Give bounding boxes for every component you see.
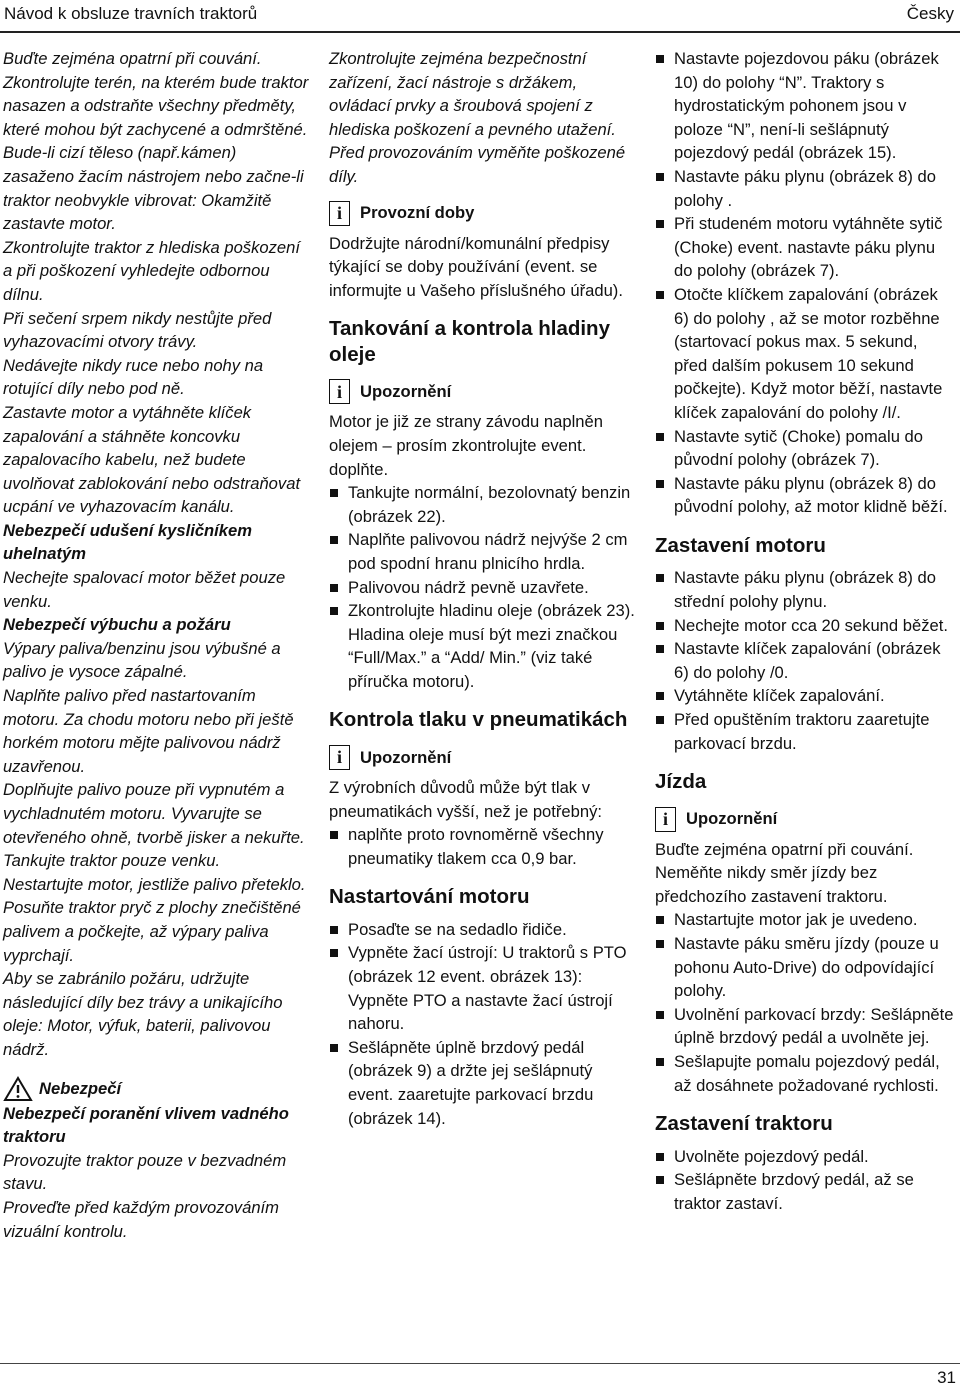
- paragraph: Provozujte traktor pouze v bezvadném stavu.: [3, 1150, 287, 1194]
- info-label: Upozornění: [686, 809, 778, 829]
- paragraph: Buďte zejména opatrní při couvání.: [3, 49, 262, 68]
- warning-triangle-icon: [3, 1076, 33, 1102]
- column-middle: [329, 47, 635, 1130]
- paragraph: Motor je již ze strany závodu naplněn olejem – prosím zkontrolujte event. doplňte.: [329, 412, 603, 479]
- bullet-list: [329, 918, 635, 1130]
- list-item: Při studeném motoru vytáhněte sytič (Choke) event. nastavte páku plynu do polohy (obrázek 7).: [655, 212, 955, 283]
- bullet-list: [655, 566, 955, 755]
- paragraph: Doplňujte palivo pouze při vypnutém a vychladnutém motoru. Vyvarujte se otevřeného ohně, tvorbě jisker a nekuřte. Tankujte traktor pouze venku.: [3, 780, 305, 871]
- info-icon: i: [329, 201, 350, 226]
- list-item: Sešlapujte pomalu pojezdový pedál, až dosáhnete požadované rychlosti.: [655, 1050, 955, 1097]
- paragraph: Nestartujte motor, jestliže palivo přeteklo. Posuňte traktor pryč z plochy znečištěné palivem a počkejte, až výpary paliva vyprchají.: [3, 874, 306, 965]
- list-item: Palivovou nádrž pevně uzavřete.: [329, 576, 635, 600]
- paragraph: Výpary paliva/benzinu jsou výbušné a palivo je vysoce zápalné.: [3, 638, 281, 682]
- list-item: naplňte proto rovnoměrně všechny pneumatiky tlakem cca 0,9 bar.: [329, 823, 635, 870]
- column-left: [3, 47, 309, 1243]
- list-item: Tankujte normální, bezolovnatý benzin (obrázek 22).: [329, 481, 635, 528]
- list-item: Nastavte páku plynu (obrázek 8) do původní polohy, až motor klidně běží.: [655, 472, 955, 519]
- list-item: Nastavte páku plynu (obrázek 8) do polohy .: [655, 165, 955, 212]
- list-item: Posaďte se na sedadlo řidiče.: [329, 918, 635, 942]
- list-item: Uvolněte pojezdový pedál.: [655, 1145, 955, 1169]
- column-right: [655, 47, 955, 1215]
- danger-label: Nebezpečí: [39, 1078, 122, 1098]
- list-item: Uvolnění parkovací brzdy: Sešlápněte úplně brzdový pedál a uvolněte jej.: [655, 1003, 955, 1050]
- bullet-list: [655, 47, 955, 519]
- paragraph: Při sečení srpem nikdy nestůjte před vyhazovacími otvory trávy.: [3, 308, 272, 352]
- hazard-heading: Nebezpečí udušení kysličníkem uhelnatým: [3, 520, 253, 564]
- paragraph: Buďte zejména opatrní při couvání.: [655, 839, 914, 859]
- list-item: Nastavte pojezdovou páku (obrázek 10) do polohy “N”. Traktory s hydrostatickým pohonem jsou v poloze “N”, není-li sešlápnutý pojezdový pedál (obrázek 15).: [655, 47, 955, 165]
- info-icon: i: [329, 379, 350, 404]
- info-label: Upozornění: [360, 382, 452, 402]
- section-heading: Zastavení motoru: [655, 533, 826, 557]
- bullet-list: [329, 823, 635, 870]
- paragraph: Zkontrolujte zejména bezpečnostní zařízení, žací nástroje s držákem, ovládací prvky a šroubová spojení z hlediska poškození a pevného utažení.: [329, 49, 616, 139]
- header-language: Česky: [906, 4, 954, 23]
- bullet-list: [655, 1145, 955, 1216]
- hazard-heading: Nebezpečí poranění vlivem vadného traktoru: [3, 1103, 289, 1147]
- paragraph: Neměňte nikdy směr jízdy bez předchozího zastavení traktoru.: [655, 863, 888, 906]
- header-title: Návod k obsluze travních traktorů: [4, 4, 258, 23]
- paragraph: Zastavte motor a vytáhněte klíček zapalování a stáhněte koncovku zapalovacího kabelu, než budete uvolňovat zablokování nebo odstraňovat ucpání ve vyhazovacím kanálu.: [3, 402, 301, 517]
- footer-divider: [0, 1363, 960, 1364]
- list-item: Sešlápněte úplně brzdový pedál (obrázek 9) a držte jej sešlápnutý event. zaaretujte parkovací brzdu (obrázek 14).: [329, 1036, 635, 1130]
- paragraph: Aby se zabránilo požáru, udržujte následující díly bez trávy a unikajícího oleje: Motor, výfuk, baterii, palivovou nádrž.: [3, 969, 283, 1059]
- info-label: Provozní doby: [360, 203, 475, 223]
- list-item: Nechejte motor cca 20 sekund běžet.: [655, 614, 955, 638]
- list-item: Před opuštěním traktoru zaaretujte parkovací brzdu.: [655, 708, 955, 755]
- info-notice: [329, 745, 635, 770]
- list-item: Nastartujte motor jak je uvedeno.: [655, 908, 955, 932]
- hazard-heading: Nebezpečí výbuchu a požáru: [3, 615, 231, 635]
- bullet-list: [329, 481, 635, 693]
- list-item: Nastavte páku směru jízdy (pouze u pohonu Auto-Drive) do odpovídající polohy.: [655, 932, 955, 1003]
- header-divider: [0, 31, 960, 33]
- paragraph: Proveďte před každým provozováním vizuální kontrolu.: [3, 1197, 279, 1241]
- info-label: Upozornění: [360, 747, 452, 767]
- paragraph: Zkontrolujte terén, na kterém bude traktor nasazen a odstraňte všechny předměty, které mohou být zachycené a odmrštěné.: [3, 72, 309, 139]
- list-item: Nastavte páku plynu (obrázek 8) do střední polohy plynu.: [655, 566, 955, 613]
- info-notice: [655, 807, 955, 832]
- danger-notice: [3, 1076, 309, 1102]
- list-item: Zkontrolujte hladinu oleje (obrázek 23). Hladina oleje musí být mezi značkou “Full/Max.” a “Add/ Min.” (viz také příručka motoru).: [329, 599, 635, 693]
- paragraph: Naplňte palivo před nastartovaním motoru. Za chodu motoru nebo při ještě horkém motoru mějte palivovou nádrž uzavřenou.: [3, 686, 294, 776]
- section-heading: Jízda: [655, 770, 707, 794]
- info-icon: i: [655, 807, 676, 832]
- paragraph: Bude-li cizí těleso (např.kámen) zasaženo žacím nástrojem nebo začne-li traktor neobvykle vibrovat: Okamžitě zastavte motor.: [3, 143, 304, 234]
- paragraph: Dodržujte národní/komunální předpisy týkající se doby používání (event. se informujte u Vašeho příslušného úřadu).: [329, 233, 623, 300]
- page-number: 31: [937, 1368, 956, 1387]
- section-heading: Nastartování motoru: [329, 885, 530, 909]
- info-notice: [329, 379, 635, 404]
- bullet-list: [655, 908, 955, 1097]
- paragraph: Z výrobních důvodů může být tlak v pneumatikách vyšší, než je potřebný:: [329, 777, 603, 821]
- list-item: Vypněte žací ústrojí: U traktorů s PTO (obrázek 12 event. obrázek 13): Vypněte PTO a nastavte žací ústrojí nahoru.: [329, 941, 635, 1035]
- list-item: Nastavte sytič (Choke) pomalu do původní polohy (obrázek 7).: [655, 425, 955, 472]
- list-item: Sešlápněte brzdový pedál, až se traktor zastaví.: [655, 1168, 955, 1215]
- section-heading: Kontrola tlaku v pneumatikách: [329, 708, 628, 732]
- list-item: Otočte klíčkem zapalování (obrázek 6) do polohy , až se motor rozběhne (startovací pokus max. 5 sekund, před dalším pokusem 10 sekund počkejte). Když motor běží, nastavte klíček zapalování do polohy /I/.: [655, 283, 955, 425]
- paragraph: Nechejte spalovací motor běžet pouze venku.: [3, 568, 286, 611]
- info-icon: i: [329, 745, 350, 770]
- info-notice: [329, 201, 635, 226]
- list-item: Naplňte palivovou nádrž nejvýše 2 cm pod spodní hranu plnicího hrdla.: [329, 528, 635, 575]
- section-heading: Zastavení traktoru: [655, 1112, 833, 1136]
- section-heading: Tankování a kontrola hladiny oleje: [329, 317, 610, 366]
- paragraph: Nedávejte nikdy ruce nebo nohy na rotující díly nebo pod ně.: [3, 355, 264, 399]
- list-item: Vytáhněte klíček zapalování.: [655, 684, 955, 708]
- paragraph: Zkontrolujte traktor z hlediska poškození a při poškození vyhledejte odbornou dílnu.: [3, 237, 300, 304]
- paragraph: Před provozováním vyměňte poškozené díly.: [329, 143, 626, 186]
- list-item: Nastavte klíček zapalování (obrázek 6) do polohy /0.: [655, 637, 955, 684]
